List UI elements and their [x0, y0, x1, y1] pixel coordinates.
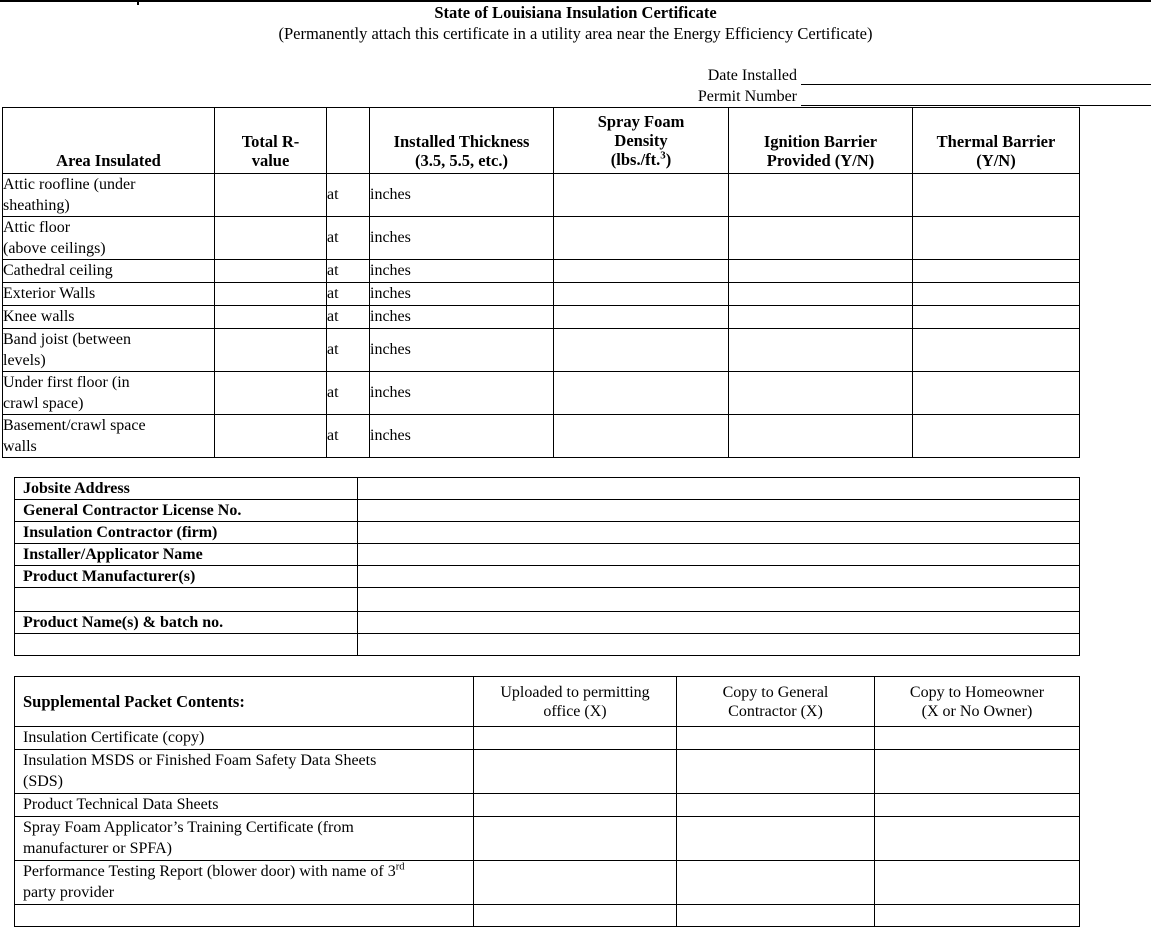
- cell-ignition-barrier[interactable]: [729, 306, 913, 329]
- header-uploaded-to-permitting-office: [474, 677, 677, 727]
- density-units-suffix: ): [665, 150, 672, 169]
- cell-uploaded[interactable]: [474, 817, 677, 861]
- label-installer-applicator-name: Installer/Applicator Name: [15, 544, 358, 566]
- header-area-insulated: Area Insulated: [3, 108, 215, 174]
- header-installed-thickness: [370, 108, 554, 174]
- row-area-label-line1: Attic floor: [3, 219, 71, 236]
- cell-uploaded[interactable]: [474, 727, 677, 750]
- cell-copy-general-contractor[interactable]: [677, 727, 875, 750]
- label-product-names-batch-no-extra: [15, 634, 358, 656]
- cell-at-label: at: [327, 283, 370, 306]
- cell-r-value[interactable]: [215, 174, 327, 217]
- insulation-area-table: [2, 107, 1080, 458]
- cell-thickness-inches[interactable]: inches: [370, 283, 554, 306]
- input-general-contractor-license[interactable]: [358, 500, 1080, 522]
- certificate-meta-block: [0, 64, 1151, 106]
- cell-thickness-inches[interactable]: inches: [370, 329, 554, 372]
- item-product-technical-data-sheets: Product Technical Data Sheets: [15, 794, 474, 817]
- table-row: [3, 372, 1080, 415]
- supplemental-table-header-row: [15, 677, 1080, 727]
- header-ignition-barrier-line1: Ignition Barrier: [763, 132, 878, 151]
- row-area-label-line1: Under first floor (in: [3, 374, 130, 391]
- cell-thermal-barrier[interactable]: [913, 217, 1080, 260]
- item-blank: [15, 905, 474, 927]
- input-insulation-contractor[interactable]: [358, 522, 1080, 544]
- cell-at-label: at: [327, 415, 370, 458]
- page-subtitle: (Permanently attach this certificate in a utility area near the Energy Efficiency Certificate): [278, 24, 873, 43]
- cell-uploaded[interactable]: [474, 750, 677, 794]
- label-product-manufacturers: Product Manufacturer(s): [15, 566, 358, 588]
- input-product-names-batch-no[interactable]: [358, 612, 1080, 634]
- table-row: [3, 415, 1080, 458]
- header-uploaded-line2: office (X): [543, 702, 607, 720]
- table-row: [15, 905, 1080, 927]
- label-general-contractor-license: General Contractor License No.: [15, 500, 358, 522]
- header-spray-foam-density-line1: Spray Foam: [597, 112, 685, 131]
- cell-ignition-barrier[interactable]: [729, 174, 913, 217]
- cell-copy-homeowner[interactable]: [875, 794, 1080, 817]
- cell-r-value[interactable]: [215, 415, 327, 458]
- insulation-table-body: [3, 174, 1080, 458]
- item-training-line1: Spray Foam Applicator’s Training Certificate (from: [23, 819, 354, 836]
- row-area-label: [3, 372, 215, 415]
- cell-copy-general-contractor[interactable]: [677, 794, 875, 817]
- table-row: [15, 566, 1080, 588]
- header-homeowner-line1: Copy to Homeowner: [909, 683, 1045, 701]
- item-performance-line2: party provider: [23, 884, 115, 901]
- cell-r-value[interactable]: [215, 260, 327, 283]
- item-insulation-certificate: Insulation Certificate (copy): [15, 727, 474, 750]
- cell-thermal-barrier[interactable]: [913, 329, 1080, 372]
- project-info-table-body: [15, 478, 1080, 656]
- header-supplemental-packet-contents: Supplemental Packet Contents:: [15, 677, 474, 727]
- item-performance-line1-pre: Performance Testing Report (blower door) with name of 3: [23, 863, 396, 880]
- row-area-label: [3, 217, 215, 260]
- header-homeowner-line2: (X or No Owner): [921, 702, 1033, 720]
- header-copy-to-homeowner: [875, 677, 1080, 727]
- row-area-label-line2: (above ceilings): [3, 240, 106, 257]
- row-area-label-line1: Band joist (between: [3, 331, 131, 348]
- insulation-table-header-row: [3, 108, 1080, 174]
- cell-copy-homeowner[interactable]: [875, 727, 1080, 750]
- cell-copy-homeowner[interactable]: [875, 817, 1080, 861]
- item-msds-line2: (SDS): [23, 773, 64, 790]
- cell-copy-general-contractor[interactable]: [677, 861, 875, 905]
- table-row: [15, 500, 1080, 522]
- cell-thermal-barrier[interactable]: [913, 306, 1080, 329]
- cell-density[interactable]: [554, 415, 729, 458]
- cell-density[interactable]: [554, 329, 729, 372]
- cell-at-label: at: [327, 174, 370, 217]
- table-row: [15, 522, 1080, 544]
- cell-density[interactable]: [554, 174, 729, 217]
- row-area-label: [3, 329, 215, 372]
- cell-thickness-inches[interactable]: inches: [370, 217, 554, 260]
- cell-at-label: at: [327, 217, 370, 260]
- input-product-manufacturers[interactable]: [358, 566, 1080, 588]
- cell-thermal-barrier[interactable]: [913, 415, 1080, 458]
- cell-thickness-inches[interactable]: inches: [370, 372, 554, 415]
- cutoff-table-remnant-right: [137, 0, 1151, 5]
- supplemental-table-body: [15, 727, 1080, 927]
- table-row: [15, 817, 1080, 861]
- cell-thermal-barrier[interactable]: [913, 283, 1080, 306]
- cell-ignition-barrier[interactable]: [729, 415, 913, 458]
- date-installed-row: [0, 64, 1151, 85]
- label-product-manufacturers-extra: [15, 588, 358, 612]
- header-ignition-barrier-line2: Provided (Y/N): [766, 151, 875, 170]
- header-total-r-value-line2: value: [251, 151, 290, 170]
- date-installed-label: Date Installed: [707, 67, 797, 84]
- table-row: [15, 478, 1080, 500]
- supplemental-packet-table: [14, 676, 1080, 927]
- cell-thickness-inches[interactable]: inches: [370, 260, 554, 283]
- table-row: [15, 750, 1080, 794]
- input-jobsite-address[interactable]: [358, 478, 1080, 500]
- cell-uploaded[interactable]: [474, 905, 677, 927]
- label-product-names-batch-no: Product Name(s) & batch no.: [15, 612, 358, 634]
- header-gc-line2: Contractor (X): [728, 702, 823, 720]
- header-thermal-barrier: [913, 108, 1080, 174]
- row-area-label: Knee walls: [3, 306, 215, 329]
- row-area-label-line2: crawl space): [3, 395, 84, 412]
- permit-number-row: [0, 85, 1151, 106]
- table-row: [15, 794, 1080, 817]
- cell-at-label: at: [327, 372, 370, 415]
- cell-thickness-inches[interactable]: inches: [370, 174, 554, 217]
- header-spray-foam-density-units: [611, 150, 671, 169]
- item-insulation-msds: [15, 750, 474, 794]
- row-area-label: [3, 174, 215, 217]
- row-area-label-line2: sheathing): [3, 197, 70, 214]
- table-row: [3, 217, 1080, 260]
- table-row: [3, 174, 1080, 217]
- table-row: [15, 727, 1080, 750]
- density-units-prefix: (lbs./ft.: [610, 150, 661, 169]
- header-at-spacer: [327, 108, 370, 174]
- table-row: [3, 283, 1080, 306]
- header-copy-to-general-contractor: [677, 677, 875, 727]
- permit-number-label: Permit Number: [697, 88, 797, 105]
- table-row: [3, 260, 1080, 283]
- table-row: [3, 306, 1080, 329]
- permit-number-input[interactable]: [801, 88, 1151, 106]
- row-area-label-line1: Basement/crawl space: [3, 417, 146, 434]
- input-product-manufacturers-extra[interactable]: [358, 588, 1080, 612]
- cell-ignition-barrier[interactable]: [729, 329, 913, 372]
- cell-copy-homeowner[interactable]: [875, 750, 1080, 794]
- cell-ignition-barrier[interactable]: [729, 372, 913, 415]
- table-row: [15, 544, 1080, 566]
- cell-thermal-barrier[interactable]: [913, 372, 1080, 415]
- item-training-line2: manufacturer or SPFA): [23, 840, 172, 857]
- cell-r-value[interactable]: [215, 329, 327, 372]
- table-row: [15, 612, 1080, 634]
- header-gc-line1: Copy to General: [722, 683, 829, 701]
- header-spray-foam-density: [554, 108, 729, 174]
- header-thermal-barrier-line2: (Y/N): [976, 151, 1016, 170]
- date-installed-input[interactable]: [801, 67, 1151, 85]
- item-performance-testing-report: [15, 861, 474, 905]
- header-uploaded-line1: Uploaded to permitting: [500, 683, 650, 701]
- cell-density[interactable]: [554, 217, 729, 260]
- row-area-label: [3, 415, 215, 458]
- table-row: [3, 329, 1080, 372]
- cell-ignition-barrier[interactable]: [729, 260, 913, 283]
- project-info-table: [14, 477, 1080, 656]
- document-header: [0, 0, 1151, 45]
- row-area-label-line2: walls: [3, 438, 37, 455]
- cell-copy-homeowner[interactable]: [875, 861, 1080, 905]
- cell-ignition-barrier[interactable]: [729, 217, 913, 260]
- label-jobsite-address: Jobsite Address: [15, 478, 358, 500]
- cell-at-label: at: [327, 306, 370, 329]
- cell-r-value[interactable]: [215, 372, 327, 415]
- cell-density[interactable]: [554, 372, 729, 415]
- row-area-label: Cathedral ceiling: [3, 260, 215, 283]
- header-ignition-barrier: [729, 108, 913, 174]
- item-performance-ordinal-suffix: rd: [395, 861, 405, 873]
- cell-r-value[interactable]: [215, 283, 327, 306]
- cell-r-value[interactable]: [215, 306, 327, 329]
- cell-copy-general-contractor[interactable]: [677, 750, 875, 794]
- cell-density[interactable]: [554, 260, 729, 283]
- row-area-label: Exterior Walls: [3, 283, 215, 306]
- cell-uploaded[interactable]: [474, 794, 677, 817]
- cutoff-table-remnant-left: [0, 0, 139, 5]
- cell-thickness-inches[interactable]: inches: [370, 415, 554, 458]
- density-units-exponent: 3: [660, 149, 666, 162]
- cell-thickness-inches[interactable]: inches: [370, 306, 554, 329]
- item-msds-line1: Insulation MSDS or Finished Foam Safety Data Sheets: [23, 752, 377, 769]
- cell-at-label: at: [327, 329, 370, 372]
- cell-at-label: at: [327, 260, 370, 283]
- header-spray-foam-density-line2: Density: [614, 131, 668, 150]
- row-area-label-line1: Attic roofline (under: [3, 176, 136, 193]
- item-spray-foam-training-certificate: [15, 817, 474, 861]
- cell-thermal-barrier[interactable]: [913, 260, 1080, 283]
- cell-density[interactable]: [554, 306, 729, 329]
- cell-copy-homeowner[interactable]: [875, 905, 1080, 927]
- table-row: [15, 588, 1080, 612]
- cell-uploaded[interactable]: [474, 861, 677, 905]
- item-performance-line1: [23, 863, 405, 880]
- table-row: [15, 634, 1080, 656]
- cell-r-value[interactable]: [215, 217, 327, 260]
- cell-density[interactable]: [554, 283, 729, 306]
- header-total-r-value-line1: Total R-: [241, 132, 300, 151]
- input-installer-applicator-name[interactable]: [358, 544, 1080, 566]
- cell-copy-general-contractor[interactable]: [677, 817, 875, 861]
- table-row: [15, 861, 1080, 905]
- header-installed-thickness-line2: (3.5, 5.5, etc.): [414, 151, 508, 170]
- header-installed-thickness-line1: Installed Thickness: [393, 132, 530, 151]
- header-total-r-value: [215, 108, 327, 174]
- cell-ignition-barrier[interactable]: [729, 283, 913, 306]
- cell-copy-general-contractor[interactable]: [677, 905, 875, 927]
- row-area-label-line2: levels): [3, 352, 46, 369]
- cell-thermal-barrier[interactable]: [913, 174, 1080, 217]
- header-thermal-barrier-line1: Thermal Barrier: [936, 132, 1056, 151]
- label-insulation-contractor: Insulation Contractor (firm): [15, 522, 358, 544]
- page-title: State of Louisiana Insulation Certificate: [434, 3, 717, 22]
- input-product-names-batch-no-extra[interactable]: [358, 634, 1080, 656]
